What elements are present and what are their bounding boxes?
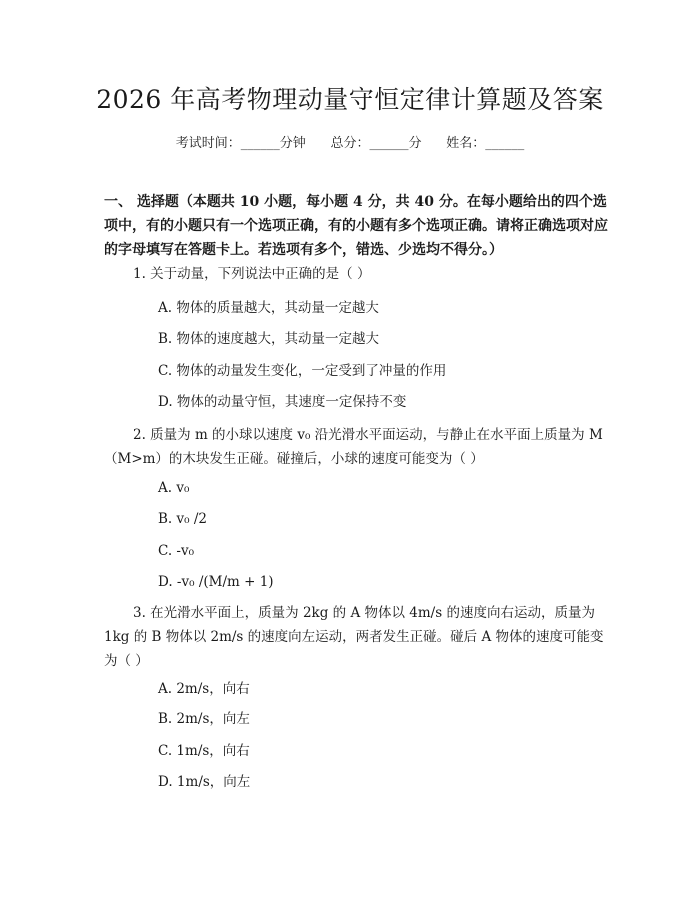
question-3-option-b: B. 2m/s，向左 bbox=[158, 711, 250, 727]
question-3-option-c: C. 1m/s，向右 bbox=[158, 743, 250, 759]
question-1-option-c: C. 物体的动量发生变化，一定受到了冲量的作用 bbox=[158, 363, 447, 379]
question-3-option-a: A. 2m/s，向右 bbox=[158, 681, 250, 697]
document-title: 2026 年高考物理动量守恒定律计算题及答案 bbox=[96, 85, 604, 114]
question-2-stem: 2. 质量为 m 的小球以速度 v₀ 沿光滑水平面运动，与静止在水平面上质量为 M（M>m）的木块发生正碰。碰撞后，小球的速度可能变为（ ） bbox=[104, 427, 603, 467]
question-1-stem: 1. 关于动量，下列说法中正确的是（ ） bbox=[133, 266, 371, 282]
question-1-option-a: A. 物体的质量越大，其动量一定越大 bbox=[158, 300, 379, 316]
question-2-option-a: A. v₀ bbox=[158, 480, 190, 496]
section-heading: 一、 选择题（本题共 10 小题，每小题 4 分，共 40 分。在每小题给出的四个选项中，有的小题只有一个选项正确，有的小题有多个选项正确。请将正确选项对应的字母填写在答题卡上。若选项有多个，错选、少选均不得分。） bbox=[104, 194, 608, 258]
question-2-option-c: C. -v₀ bbox=[158, 543, 195, 559]
question-2-option-b: B. v₀ /2 bbox=[158, 511, 207, 527]
question-2-option-d: D. -v₀ /(M/m + 1) bbox=[158, 574, 274, 590]
exam-info-line: 考试时间：______分钟 总分：______分 姓名：______ bbox=[175, 136, 525, 151]
question-3-stem: 3. 在光滑水平面上，质量为 2kg 的 A 物体以 4m/s 的速度向右运动，质量为 1kg 的 B 物体以 2m/s 的速度向左运动，两者发生正碰。碰后 A 物体的速度可能变为（ ） bbox=[104, 605, 604, 669]
question-1-option-d: D. 物体的动量守恒，其速度一定保持不变 bbox=[158, 394, 407, 410]
question-3-option-d: D. 1m/s，向左 bbox=[158, 774, 251, 790]
question-1-option-b: B. 物体的速度越大，其动量一定越大 bbox=[158, 331, 380, 347]
